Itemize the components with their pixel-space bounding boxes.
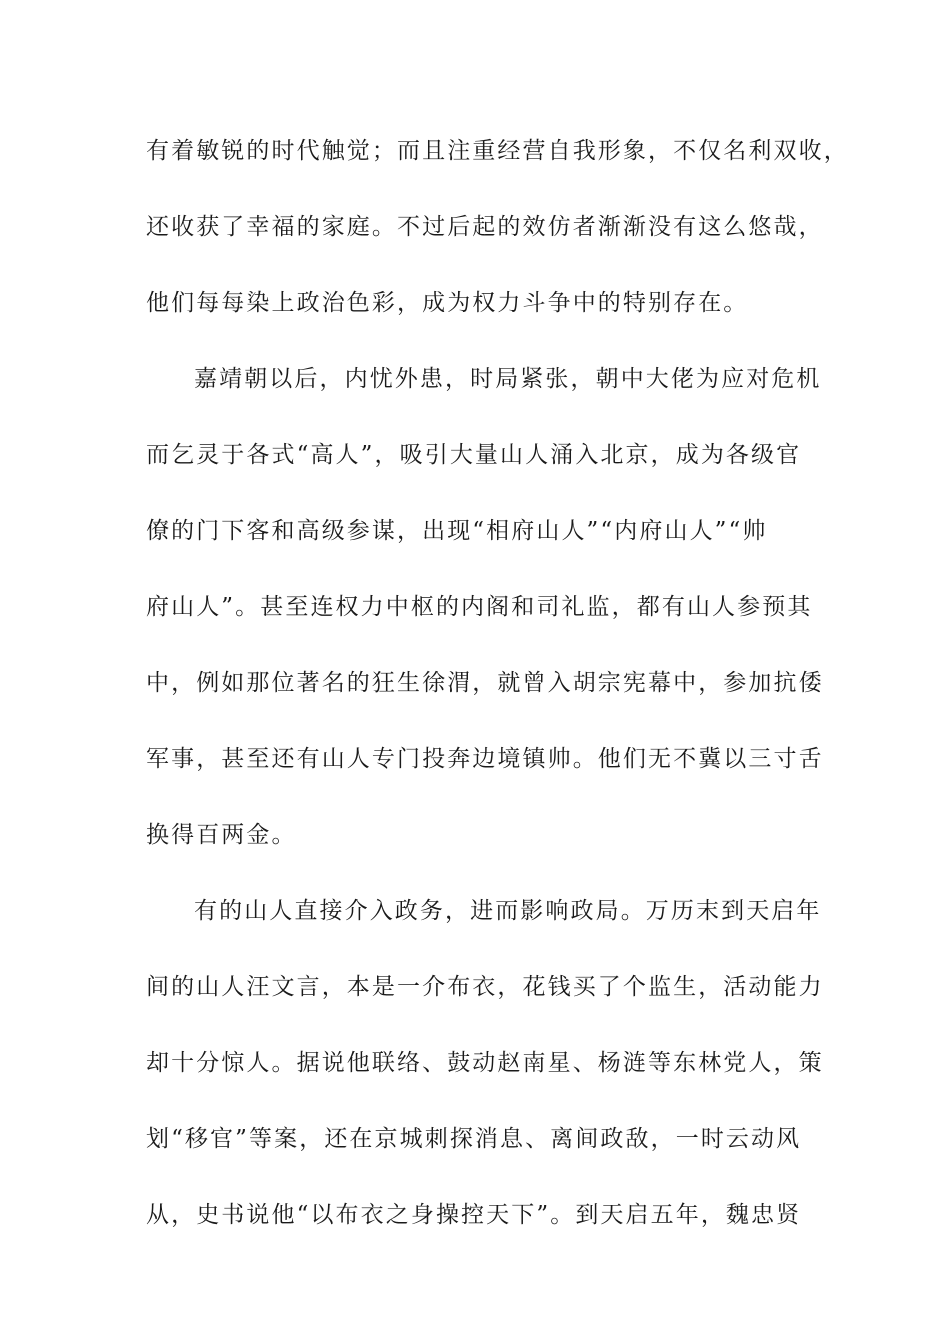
text-line-9: 军事，甚至还有山人专门投奔边境镇帅。他们无不冀以三寸舌 [146,746,824,772]
body-text [146,126,849,1266]
text-line-10: 换得百两金。 [146,822,297,848]
text-line-5: 而乞灵于各式“高人”，吸引大量山人涌入北京，成为各级官 [146,442,802,468]
text-line-2: 还收获了幸福的家庭。不过后起的效仿者渐渐没有这么悠哉， [146,214,824,240]
text-line-8: 中，例如那位著名的狂生徐渭，就曾入胡宗宪幕中，参加抗倭 [146,670,824,696]
text-line-6: 僚的门下客和高级参谋，出现“相府山人”“内府山人”“帅 [146,518,768,544]
text-line-15: 从，史书说他“以布衣之身操控天下”。到天启五年，魏忠贤 [146,1202,802,1228]
text-line-12: 间的山人汪文言，本是一介布衣，花钱买了个监生，活动能力 [146,974,824,1000]
text-line-13: 却十分惊人。据说他联络、鼓动赵南星、杨涟等东林党人，策 [146,1050,824,1076]
text-line-1: 有着敏锐的时代触觉；而且注重经营自我形象，不仅名利双收， [146,138,849,164]
text-line-4: 嘉靖朝以后，内忧外患，时局紧张，朝中大佬为应对危机 [194,366,822,392]
text-line-11: 有的山人直接介入政务，进而影响政局。万历末到天启年 [194,898,822,924]
text-line-3: 他们每每染上政治色彩，成为权力斗争中的特别存在。 [146,290,749,316]
text-line-14: 划“移官”等案，还在京城刺探消息、离间政敌，一时云动风 [146,1126,802,1152]
text-line-7: 府山人”。甚至连权力中枢的内阁和司礼监，都有山人参预其 [146,594,813,620]
